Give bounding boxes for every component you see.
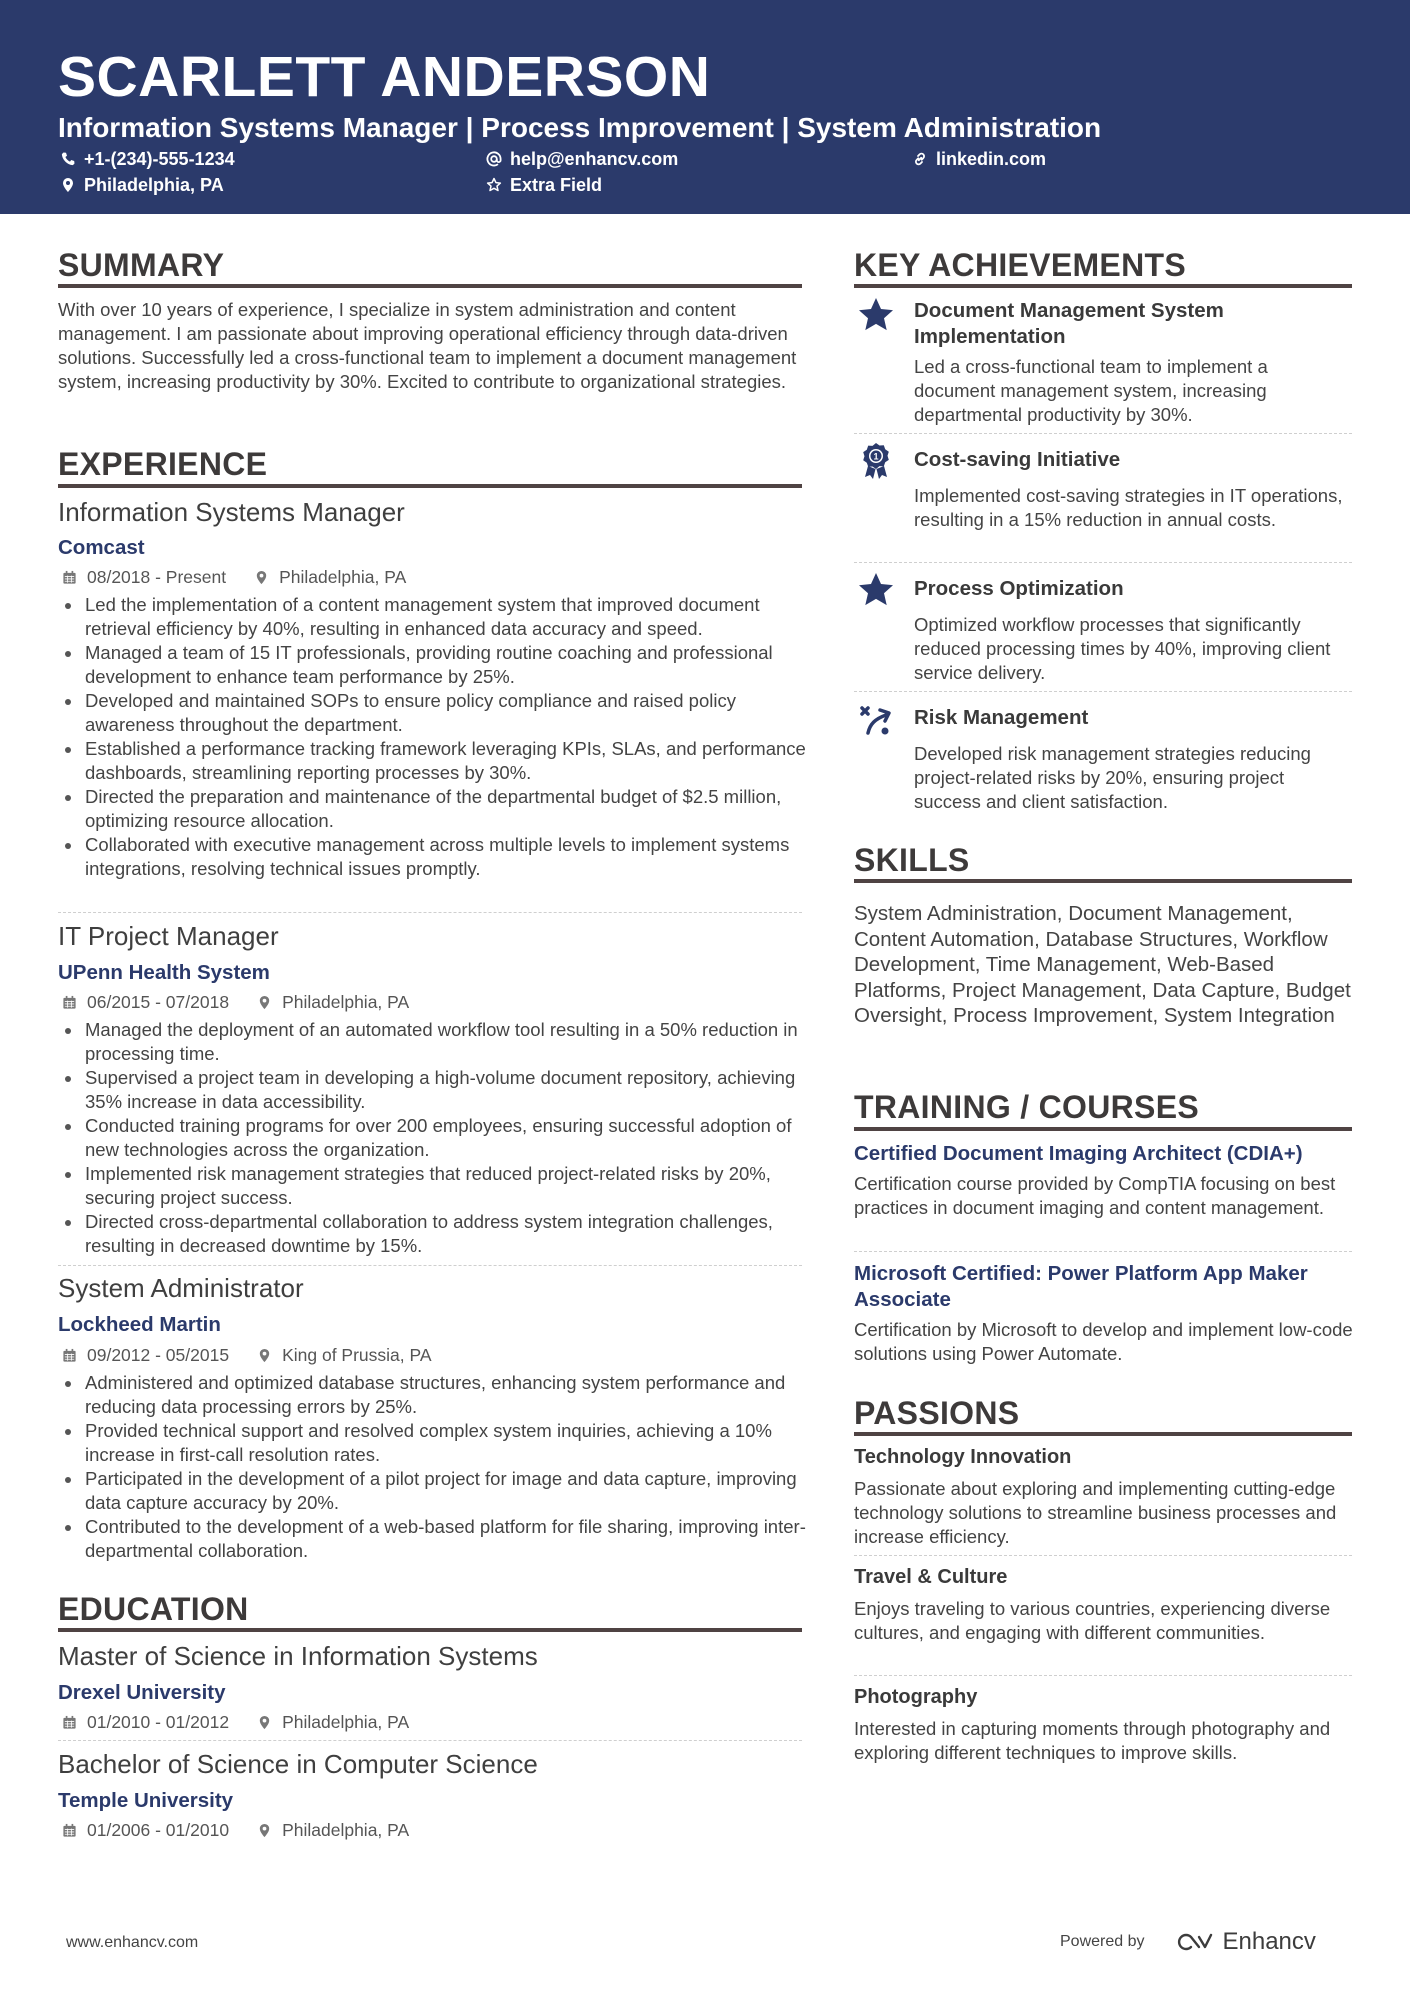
- achievement-divider: [854, 562, 1352, 563]
- job-bullets: [58, 593, 806, 881]
- summary-text: With over 10 years of experience, I specialize in system administration and content management. I am passionate about improving operational efficiency through data-driven solutions. Successfully led a cross-functional team to implement a document management system, increasing productivity by 30%. Excited to contribute to organizational strategies.: [58, 299, 797, 392]
- experience-rule: [58, 484, 802, 488]
- list-item: Participated in the development of a pilot project for image and data capture, improving data capture accuracy by 20%.: [58, 1467, 806, 1515]
- education-meta: [62, 1819, 409, 1841]
- resume-header: [0, 0, 1410, 214]
- skills-text: System Administration, Document Management, Content Automation, Database Structures, Workflow Development, Time Management, Web-Based Platforms, Project Management, Data Capture, Budget Oversight, Process Improvement, System Integration: [854, 902, 1351, 1027]
- list-item: Supervised a project team in developing a high-volume document repository, achieving 35% increase in data accessibility.: [58, 1066, 806, 1114]
- enhancv-logo-icon: [1171, 1930, 1217, 1954]
- footer-website[interactable]: www.enhancv.com: [66, 1934, 199, 1951]
- job-divider: [58, 912, 802, 913]
- passion-title: Travel & Culture: [854, 1566, 1008, 1588]
- location-pin-icon: [254, 570, 269, 585]
- education-school: Drexel University: [58, 1681, 226, 1704]
- training-heading: TRAINING / COURSES: [854, 1089, 1199, 1125]
- list-item: Managed the deployment of an automated workflow tool resulting in a 50% reduction in processing time.: [58, 1018, 806, 1066]
- contact-extra: [486, 173, 602, 197]
- contact-location: [60, 173, 224, 197]
- job-dates: 06/2015 - 07/2018: [87, 992, 230, 1012]
- candidate-tagline: Information Systems Manager | Process Improvement | System Administration: [58, 112, 1102, 143]
- strategy-icon: [856, 700, 896, 740]
- job-meta: [62, 1344, 432, 1366]
- list-item: Collaborated with executive management across multiple levels to implement systems integrations, resolving technical issues promptly.: [58, 833, 806, 881]
- link-icon: [912, 151, 928, 167]
- location-pin-icon: [257, 1715, 272, 1730]
- extra-field-text: Extra Field: [510, 175, 603, 195]
- contact-email[interactable]: [486, 147, 678, 171]
- job-company: Lockheed Martin: [58, 1313, 221, 1336]
- calendar-icon: [62, 1823, 77, 1838]
- passion-text: Passionate about exploring and implementing cutting-edge technology solutions to streamline business processes and increase efficiency.: [854, 1478, 1337, 1547]
- list-item: Developed and maintained SOPs to ensure policy compliance and raised policy awareness throughout the department.: [58, 689, 806, 737]
- education-divider: [58, 1740, 802, 1741]
- phone-text: +1-(234)-555-1234: [84, 149, 235, 169]
- passions-rule: [854, 1432, 1352, 1436]
- brand-logo[interactable]: [1171, 1930, 1316, 1954]
- star-icon: [856, 295, 896, 335]
- location-text: Philadelphia, PA: [84, 175, 224, 195]
- achievement-divider: [854, 433, 1352, 434]
- passion-divider: [854, 1555, 1352, 1556]
- job-dates: 08/2018 - Present: [87, 567, 227, 587]
- education-rule: [58, 1628, 802, 1632]
- calendar-icon: [62, 570, 77, 585]
- achievement-title: Document Management System Implementation: [914, 299, 1224, 348]
- education-dates: 01/2006 - 01/2010: [87, 1820, 230, 1840]
- powered-by-label: Powered by: [1060, 1933, 1145, 1950]
- brand-name: Enhancv: [1222, 1928, 1316, 1955]
- summary-heading: SUMMARY: [58, 247, 225, 283]
- summary-rule: [58, 284, 802, 288]
- job-divider: [58, 1265, 802, 1266]
- list-item: Established a performance tracking framework leveraging KPIs, SLAs, and performance dashboards, streamlining reporting processes by 30%.: [58, 737, 806, 785]
- list-item: Led the implementation of a content management system that improved document retrieval efficiency by 40%, resulting in enhanced data accuracy and speed.: [58, 593, 806, 641]
- job-location: Philadelphia, PA: [282, 992, 410, 1012]
- training-rule: [854, 1127, 1352, 1131]
- course-divider: [854, 1251, 1352, 1252]
- job-title: Information Systems Manager: [58, 497, 405, 527]
- job-title: IT Project Manager: [58, 921, 279, 951]
- phone-icon: [60, 151, 76, 167]
- location-pin-icon: [257, 995, 272, 1010]
- education-location: Philadelphia, PA: [282, 1820, 410, 1840]
- linkedin-text: linkedin.com: [936, 149, 1047, 169]
- list-item: Implemented risk management strategies that reduced project-related risks by 20%, securing project success.: [58, 1162, 806, 1210]
- skills-rule: [854, 879, 1352, 883]
- calendar-icon: [62, 1715, 77, 1730]
- education-meta: [62, 1711, 409, 1733]
- achievement-text: Developed risk management strategies reducing project-related risks by 20%, ensuring project success and client satisfaction.: [914, 743, 1311, 812]
- achievement-divider: [854, 691, 1352, 692]
- achievements-rule: [854, 284, 1352, 288]
- course-title: Microsoft Certified: Power Platform App Maker Associate: [854, 1262, 1308, 1311]
- education-heading: EDUCATION: [58, 1591, 249, 1627]
- education-degree: Bachelor of Science in Computer Science: [58, 1749, 538, 1779]
- calendar-icon: [62, 1348, 77, 1363]
- job-bullets: [58, 1371, 806, 1563]
- list-item: Contributed to the development of a web-based platform for file sharing, improving inter-departmental collaboration.: [58, 1515, 806, 1563]
- job-meta: [62, 991, 409, 1013]
- passion-title: Technology Innovation: [854, 1446, 1072, 1468]
- star-icon: [856, 570, 896, 610]
- list-item: Managed a team of 15 IT professionals, providing routine coaching and professional development to enhance team performance by 25%.: [58, 641, 806, 689]
- candidate-name: SCARLETT ANDERSON: [58, 45, 711, 109]
- achievement-title: Cost-saving Initiative: [914, 448, 1121, 471]
- job-company: Comcast: [58, 536, 145, 559]
- experience-heading: EXPERIENCE: [58, 446, 268, 482]
- passion-title: Photography: [854, 1686, 978, 1708]
- contact-linkedin[interactable]: [912, 147, 1046, 171]
- course-title: Certified Document Imaging Architect (CDIA+): [854, 1142, 1303, 1165]
- education-degree: Master of Science in Information Systems: [58, 1641, 538, 1671]
- contact-phone[interactable]: [60, 147, 235, 171]
- list-item: Conducted training programs for over 200 employees, ensuring successful adoption of new technologies across the organization.: [58, 1114, 806, 1162]
- passions-heading: PASSIONS: [854, 1395, 1020, 1431]
- job-company: UPenn Health System: [58, 961, 270, 984]
- email-text: help@enhancv.com: [510, 149, 679, 169]
- passion-divider: [854, 1675, 1352, 1676]
- skills-heading: SKILLS: [854, 842, 970, 878]
- achievement-title: Risk Management: [914, 706, 1089, 729]
- passion-text: Enjoys traveling to various countries, experiencing diverse cultures, and engaging with different communities.: [854, 1598, 1331, 1643]
- footer-powered: [1060, 1930, 1316, 1954]
- list-item: Directed cross-departmental collaboration to address system integration challenges, resulting in decreased downtime by 15%.: [58, 1210, 806, 1258]
- achievement-text: Implemented cost-saving strategies in IT operations, resulting in a 15% reduction in annual costs.: [914, 485, 1343, 530]
- course-text: Certification course provided by CompTIA focusing on best practices in document imaging and content management.: [854, 1173, 1336, 1218]
- passion-text: Interested in capturing moments through photography and exploring different techniques to improve skills.: [854, 1718, 1331, 1763]
- location-pin-icon: [257, 1348, 272, 1363]
- svg-text:1: 1: [873, 451, 879, 462]
- education-location: Philadelphia, PA: [282, 1712, 410, 1732]
- achievements-heading: KEY ACHIEVEMENTS: [854, 247, 1186, 283]
- at-sign-icon: [486, 151, 502, 167]
- list-item: Provided technical support and resolved complex system inquiries, achieving a 10% increase in first-call resolution rates.: [58, 1419, 806, 1467]
- location-pin-icon: [60, 177, 76, 193]
- course-text: Certification by Microsoft to develop and implement low-code solutions using Power Automate.: [854, 1319, 1353, 1364]
- job-meta: [62, 566, 406, 588]
- job-title: System Administrator: [58, 1273, 304, 1303]
- achievement-title: Process Optimization: [914, 577, 1124, 600]
- job-dates: 09/2012 - 05/2015: [87, 1345, 230, 1365]
- education-school: Temple University: [58, 1789, 234, 1812]
- job-location: King of Prussia, PA: [282, 1345, 432, 1365]
- education-dates: 01/2010 - 01/2012: [87, 1712, 230, 1732]
- list-item: Directed the preparation and maintenance of the departmental budget of $2.5 million, optimizing resource allocation.: [58, 785, 806, 833]
- job-bullets: [58, 1018, 806, 1258]
- achievement-text: Led a cross-functional team to implement a document management system, increasing departmental productivity by 30%.: [914, 356, 1268, 425]
- calendar-icon: [62, 995, 77, 1010]
- achievement-text: Optimized workflow processes that significantly reduced processing times by 40%, improving client service delivery.: [914, 614, 1331, 683]
- location-pin-icon: [257, 1823, 272, 1838]
- list-item: Administered and optimized database structures, enhancing system performance and reducing data processing errors by 25%.: [58, 1371, 806, 1419]
- award-ribbon-icon: [856, 441, 896, 481]
- job-location: Philadelphia, PA: [279, 567, 407, 587]
- star-outline-icon: [486, 177, 502, 193]
